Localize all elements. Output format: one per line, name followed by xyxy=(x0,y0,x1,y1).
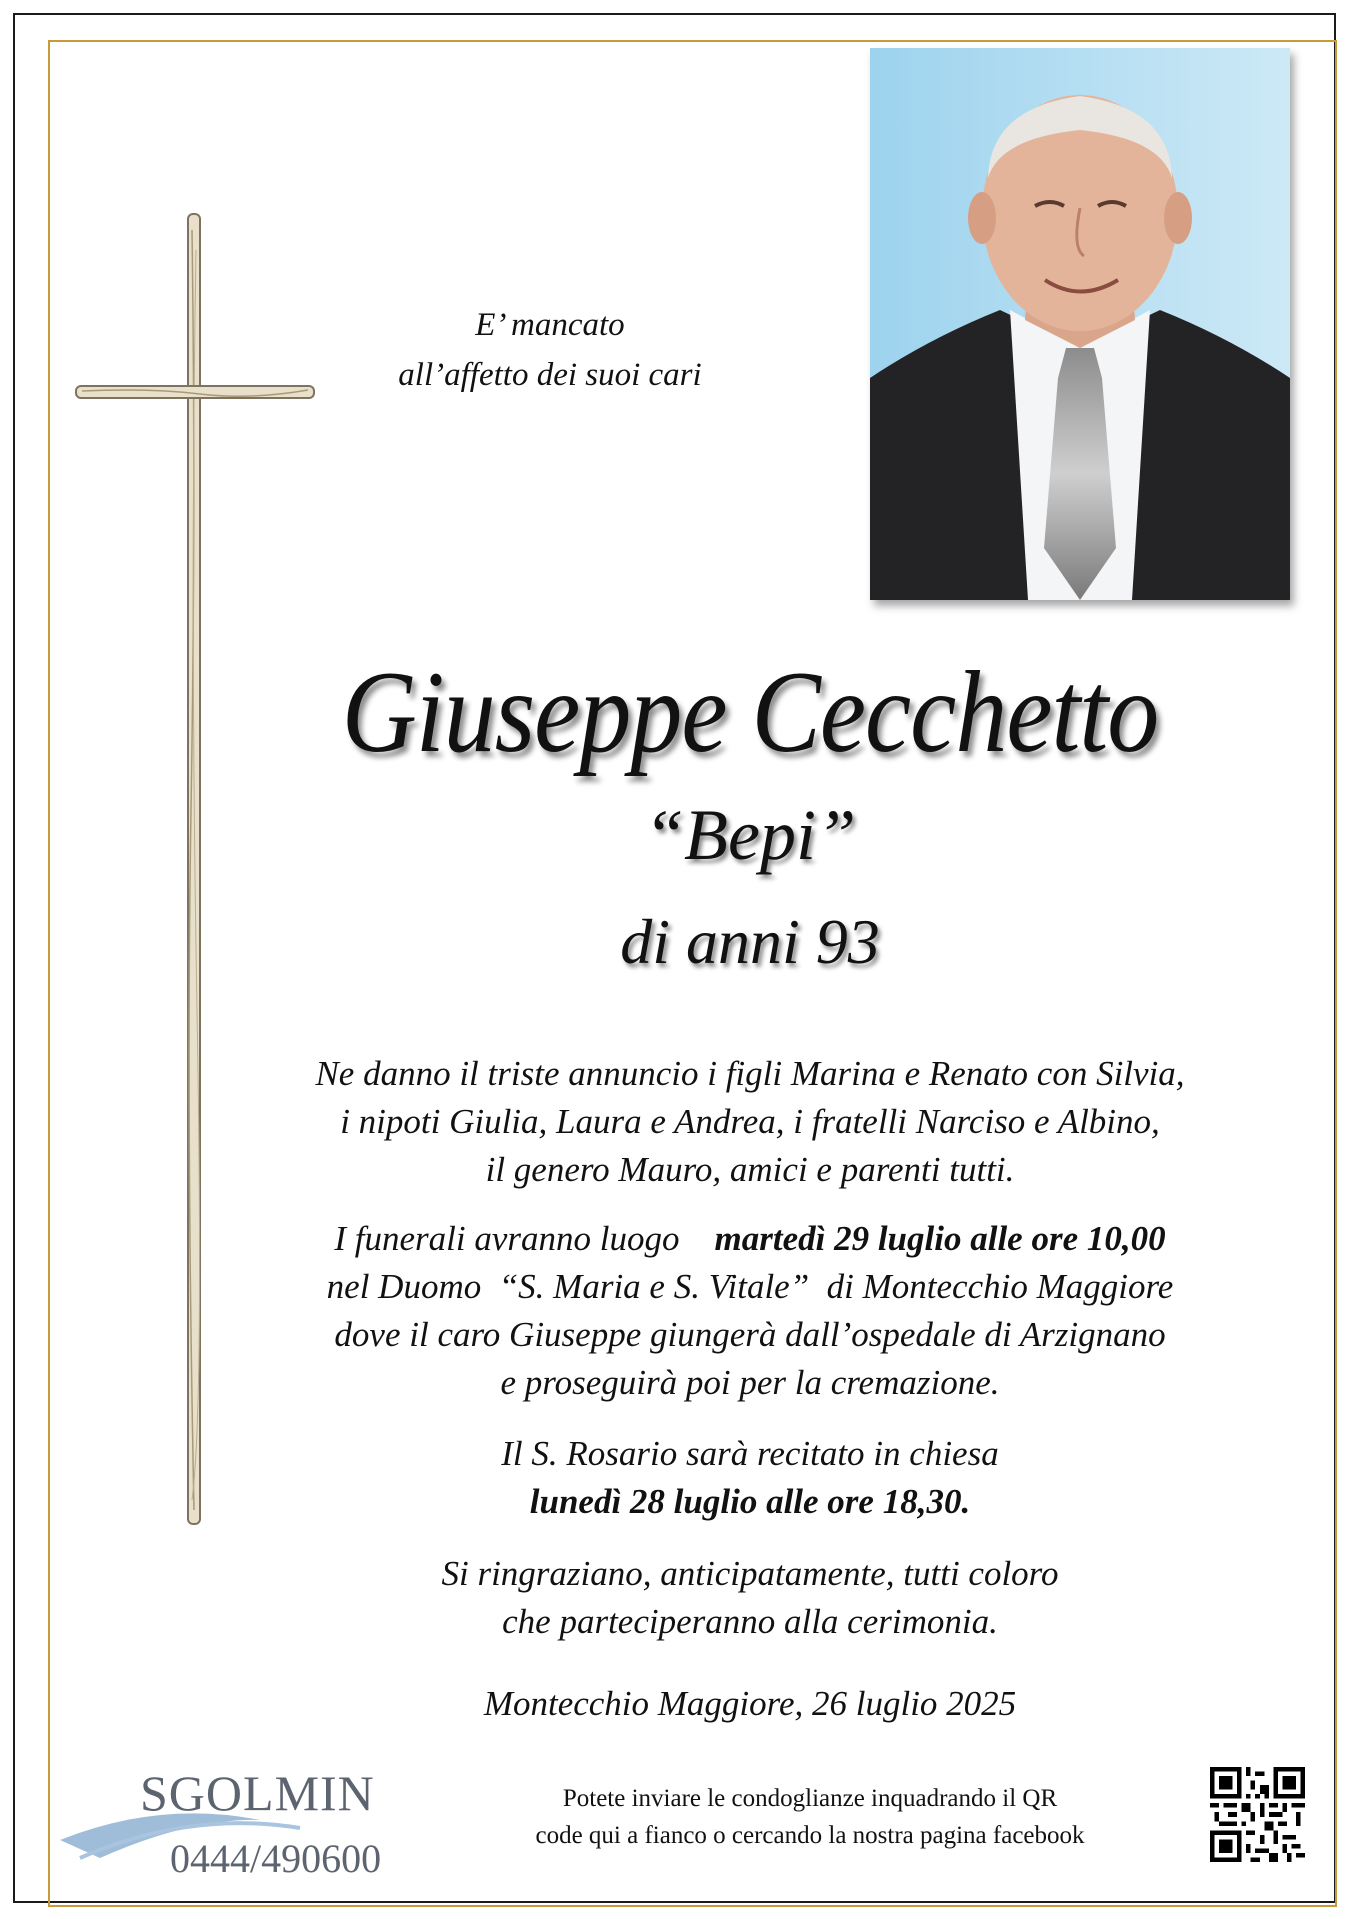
thanks-paragraph xyxy=(200,1550,1300,1646)
announcement-line: Ne danno il triste annuncio i figli Marina e Renato con Silvia, xyxy=(315,1054,1185,1093)
announcement-paragraph xyxy=(200,1050,1300,1194)
deceased-name: Giuseppe Cecchetto xyxy=(341,647,1159,777)
funeral-datetime: martedì 29 luglio alle ore 10,00 xyxy=(714,1219,1166,1258)
thanks-line: Si ringraziano, anticipatamente, tutti coloro xyxy=(441,1554,1059,1593)
condolences-note xyxy=(470,1780,1150,1854)
thanks-line: che parteciperanno alla cerimonia. xyxy=(502,1602,998,1641)
agency-phone: 0444/490600 xyxy=(170,1836,382,1881)
announcement-line: i nipoti Giulia, Laura e Andrea, i fratelli Narciso e Albino, xyxy=(340,1102,1160,1141)
funeral-paragraph xyxy=(200,1215,1300,1407)
rosary-datetime-bold: lunedì 28 luglio alle ore 18,30. xyxy=(529,1482,971,1521)
funeral-line-4: e proseguirà poi per la cremazione. xyxy=(500,1363,1000,1402)
funeral-intro: I funerali avranno luogo xyxy=(334,1219,680,1258)
qr-code-icon[interactable] xyxy=(1210,1767,1305,1862)
funeral-line-2: nel Duomo “S. Maria e S. Vitale” di Montecchio Maggiore xyxy=(326,1267,1174,1306)
agency-logo xyxy=(40,1740,440,1890)
funeral-line-3: dove il caro Giuseppe giungerà dall’ospedale di Arzignano xyxy=(334,1315,1166,1354)
portrait-photo xyxy=(870,48,1290,600)
place-date: Montecchio Maggiore, 26 luglio 2025 xyxy=(483,1684,1017,1723)
intro-line-2: all’affetto dei suoi cari xyxy=(398,357,702,393)
rosary-datetime xyxy=(200,1478,1300,1526)
condolences-line: code qui a fianco o cercando la nostra pagina facebook xyxy=(535,1822,1085,1849)
intro-line-1: E’ mancato xyxy=(475,307,625,343)
announcement-line: il genero Mauro, amici e parenti tutti. xyxy=(485,1150,1015,1189)
deceased-nickname: “Bepi” xyxy=(643,795,857,875)
funeral-line-1 xyxy=(200,1215,1300,1263)
intro-text xyxy=(300,300,800,400)
rosary-line-1: Il S. Rosario sarà recitato in chiesa xyxy=(501,1434,999,1473)
condolences-line: Potete inviare le condoglianze inquadrando il QR xyxy=(562,1785,1058,1812)
agency-name: SGOLMIN xyxy=(140,1765,375,1821)
deceased-age: di anni 93 xyxy=(620,906,880,977)
rosary-paragraph xyxy=(200,1430,1300,1526)
